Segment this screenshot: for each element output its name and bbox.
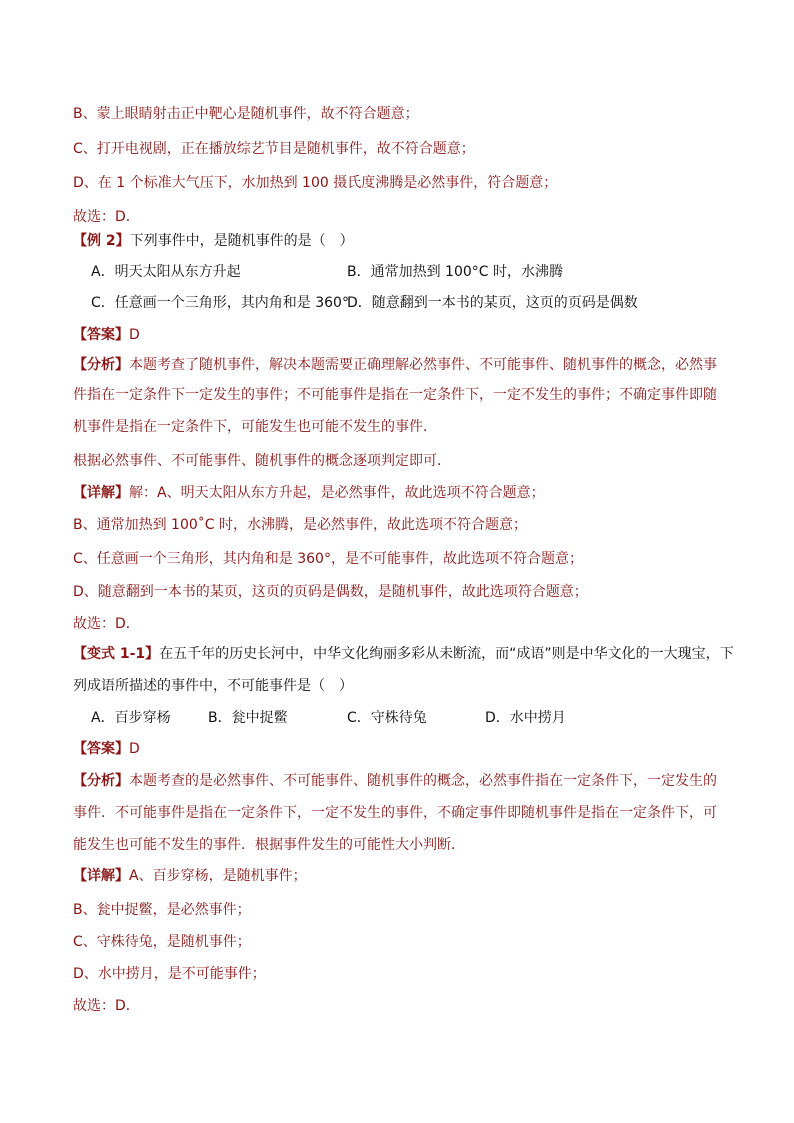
detail-tag: 【详解】 xyxy=(73,485,129,501)
solution-conclusion: 故选：D． xyxy=(73,209,140,225)
variant-analysis-line-3: 能发生也可能不发生的事件．根据事件发生的可能性大小判断． xyxy=(73,837,465,853)
example-2-detail-line-1 xyxy=(73,483,545,503)
example-2-question xyxy=(73,231,354,251)
example-2-option-b: B．通常加热到 100°C 时，水沸腾 xyxy=(347,264,564,280)
analysis-text: 本题考查的是必然事件、不可能事件、随机事件的概念，必然事件指在一定条件下，一定发生的 xyxy=(129,773,717,789)
variant-question-line-1 xyxy=(73,644,734,664)
example-2-tag: 【例 2】 xyxy=(73,233,130,249)
example-2-detail-line-4: D、随意翻到一本书的某页，这页的页码是偶数，是随机事件，故此选项符合题意； xyxy=(73,584,588,600)
variant-question-line-2: 列成语所描述的事件中，不可能事件是（ ） xyxy=(73,678,353,694)
variant-tag: 【变式 1-1】 xyxy=(73,646,160,662)
variant-option-c: C．守株待兔 xyxy=(347,710,427,726)
example-2-option-c: C．任意画一个三角形，其内角和是 360° xyxy=(91,295,349,311)
example-2-analysis-line-3: 机事件是指在一定条件下，可能发生也可能不发生的事件． xyxy=(73,419,437,435)
variant-answer xyxy=(73,739,140,759)
variant-stem: 在五千年的历史长河中，中华文化绚丽多彩从未断流，而“成语”则是中华文化的一大瑰宝，下 xyxy=(159,646,734,662)
detail-text: 解：A、明天太阳从东方升起，是必然事件，故此选项不符合题意； xyxy=(129,485,545,501)
solution-line-c: C、打开电视剧，正在播放综艺节目是随机事件，故不符合题意； xyxy=(73,141,475,157)
variant-detail-line-4: D、水中捞月，是不可能事件； xyxy=(73,966,266,982)
example-2-answer xyxy=(73,325,140,345)
analysis-tag: 【分析】 xyxy=(73,773,129,789)
variant-detail-line-2: B、瓮中捉鳖，是必然事件； xyxy=(73,902,251,918)
answer-tag: 【答案】 xyxy=(73,327,129,343)
example-2-option-a: A．明天太阳从东方升起 xyxy=(91,264,241,280)
detail-text: A、百步穿杨，是随机事件； xyxy=(129,868,307,884)
variant-analysis-line-1 xyxy=(73,771,717,791)
analysis-text: 本题考查了随机事件，解决本题需要正确理解必然事件、不可能事件、随机事件的概念，必然事 xyxy=(129,357,717,373)
analysis-tag: 【分析】 xyxy=(73,357,129,373)
variant-conclusion: 故选：D． xyxy=(73,998,140,1014)
example-2-stem: 下列事件中，是随机事件的是（ ） xyxy=(129,233,354,249)
answer-value: D xyxy=(129,741,140,757)
variant-analysis-line-2: 事件．不可能事件是指在一定条件下，一定不发生的事件，不确定事件即随机事件是指在一定条件下，可 xyxy=(73,805,717,821)
example-2-detail-line-2: B、通常加热到 100˚C 时，水沸腾，是必然事件，故此选项不符合题意； xyxy=(73,517,528,533)
example-2-conclusion: 故选：D． xyxy=(73,616,140,632)
answer-tag: 【答案】 xyxy=(73,741,129,757)
example-2-analysis-line-2: 件指在一定条件下一定发生的事件；不可能事件是指在一定条件下，一定不发生的事件；不确定事件即随 xyxy=(73,387,717,403)
example-2-analysis-line-1 xyxy=(73,355,717,375)
variant-detail-line-3: C、守株待兔，是随机事件； xyxy=(73,934,251,950)
variant-option-b: B．瓮中捉鳖 xyxy=(208,710,288,726)
variant-option-a: A．百步穿杨 xyxy=(91,710,171,726)
variant-option-d: D．水中捞月 xyxy=(485,710,566,726)
solution-line-b: B、蒙上眼睛射击正中靶心是随机事件，故不符合题意； xyxy=(73,106,419,122)
example-2-option-d: D．随意翻到一本书的某页，这页的页码是偶数 xyxy=(347,295,638,311)
solution-line-d: D、在 1 个标准大气压下，水加热到 100 摄氏度沸腾是必然事件，符合题意； xyxy=(73,175,558,191)
example-2-analysis-line-4: 根据必然事件、不可能事件、随机事件的概念逐项判定即可． xyxy=(73,453,451,469)
detail-tag: 【详解】 xyxy=(73,868,129,884)
variant-detail-line-1 xyxy=(73,866,307,886)
example-2-detail-line-3: C、任意画一个三角形，其内角和是 360°，是不可能事件，故此选项不符合题意； xyxy=(73,551,583,567)
answer-value: D xyxy=(129,327,140,343)
